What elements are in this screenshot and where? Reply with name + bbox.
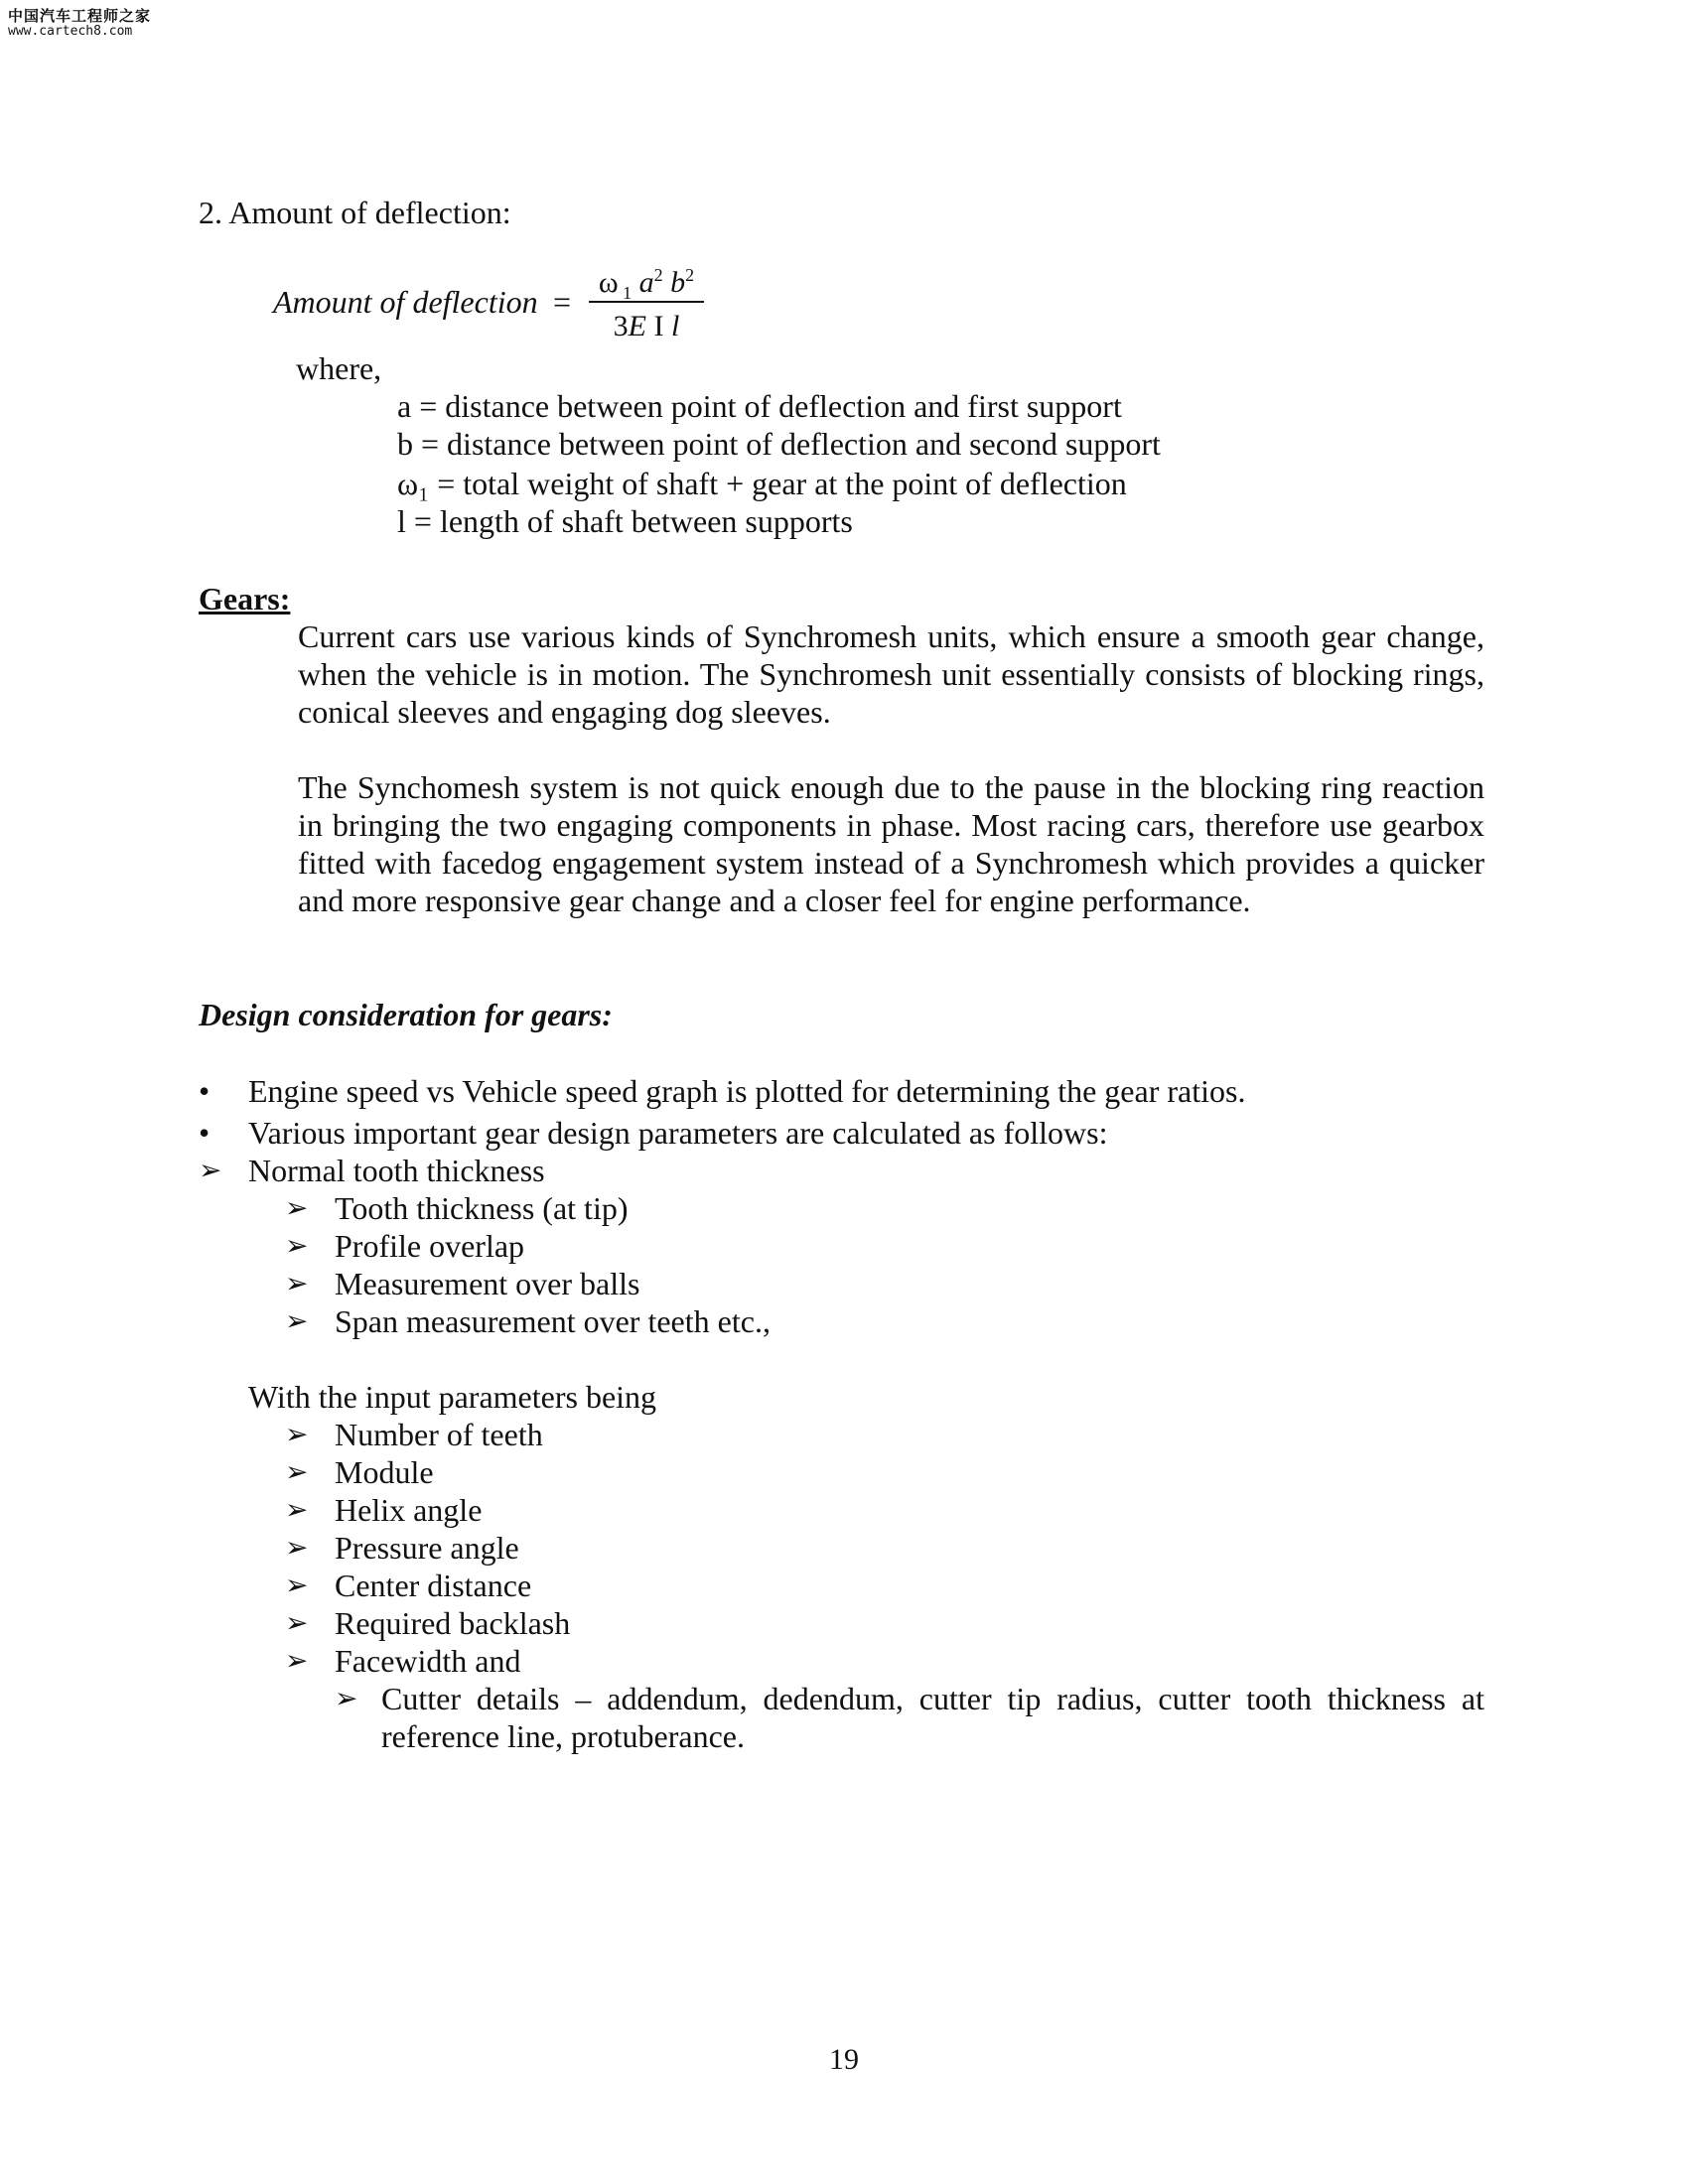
- bullet-text: Required backlash: [335, 1605, 571, 1641]
- arrow-bullet-icon: ➢: [285, 1531, 309, 1564]
- gears-paragraph-2: The Synchomesh system is not quick enough due to the pause in the blocking ring reaction in bringing the two engaging components in phase. Most racing cars, therefore use gearbox fitted with facedog engagement system instead of a Synchromesh which provides a quicker and more responsive gear change and a closer feel for engine performance.: [298, 769, 1484, 918]
- num-a-exp: 2: [653, 265, 663, 285]
- bullet-text: Various important gear design parameters are calculated as follows:: [248, 1115, 1108, 1151]
- arrow-bullet-icon: ➢: [285, 1493, 309, 1526]
- arrow-bullet-icon: ➢: [335, 1682, 358, 1714]
- design-heading: Design consideration for gears:: [199, 997, 613, 1032]
- bullet-text: Profile overlap: [335, 1228, 525, 1264]
- bullet-icon: •: [199, 1073, 211, 1109]
- watermark: [8, 8, 151, 40]
- bullet-text: Engine speed vs Vehicle speed graph is plotted for determining the gear ratios.: [248, 1073, 1246, 1109]
- num-a: a: [638, 266, 654, 299]
- formula-fraction: [589, 253, 704, 346]
- def-omega: ω₁ = total weight of shaft + gear at the point of deflection: [397, 466, 1127, 501]
- den-I: I: [653, 310, 664, 342]
- def-a: a = distance between point of deflection and first support: [397, 388, 1122, 424]
- arrow-bullet-icon: ➢: [285, 1304, 309, 1337]
- bullet-text: Number of teeth: [335, 1417, 543, 1452]
- gears-heading: Gears:: [199, 581, 291, 616]
- deflection-heading: 2. Amount of deflection:: [199, 195, 511, 230]
- num-omega-sub: 1: [623, 283, 633, 303]
- arrow-bullet-icon: ➢: [285, 1606, 309, 1639]
- arrow-bullet-icon: ➢: [285, 1569, 309, 1601]
- bullet-icon: •: [199, 1115, 211, 1151]
- list-item-cutter: [335, 1680, 1484, 1755]
- formula-numerator: [589, 253, 704, 303]
- bullet-text: Tooth thickness (at tip): [335, 1190, 629, 1226]
- num-b-exp: 2: [685, 265, 695, 285]
- input-intro: With the input parameters being: [248, 1379, 657, 1415]
- bullet-text: Normal tooth thickness: [248, 1153, 545, 1188]
- arrow-bullet-icon: ➢: [199, 1154, 222, 1186]
- def-b: b = distance between point of deflection and second support: [397, 426, 1161, 462]
- bullet-text: Helix angle: [335, 1492, 483, 1528]
- arrow-bullet-icon: ➢: [285, 1455, 309, 1488]
- where-label: where,: [296, 350, 382, 386]
- bullet-text: Measurement over balls: [335, 1266, 640, 1301]
- arrow-bullet-icon: ➢: [285, 1229, 309, 1262]
- fraction-bar: [589, 301, 704, 303]
- bullet-text: Module: [335, 1454, 434, 1490]
- watermark-chinese: 中国汽车工程师之家: [8, 7, 152, 25]
- bullet-text: Cutter details – addendum, dedendum, cutter tip radius, cutter tooth thickness at reference line, protuberance.: [381, 1681, 1484, 1754]
- page-number: 19: [829, 2043, 859, 2076]
- bullet-text: Pressure angle: [335, 1530, 519, 1566]
- bullet-text: Facewidth and: [335, 1643, 521, 1679]
- arrow-bullet-icon: ➢: [285, 1418, 309, 1450]
- bullet-text: Span measurement over teeth etc.,: [335, 1303, 771, 1339]
- den-E: E: [628, 310, 646, 342]
- def-l: l = length of shaft between supports: [397, 503, 853, 539]
- formula-denominator: [589, 307, 704, 346]
- num-b: b: [670, 266, 686, 299]
- gears-paragraph-1: Current cars use various kinds of Synchromesh units, which ensure a smooth gear change, when the vehicle is in motion. The Synchromesh unit essentially consists of blocking rings, conical sleeves and engaging dog sleeves.: [298, 618, 1484, 730]
- arrow-bullet-icon: ➢: [285, 1191, 309, 1224]
- arrow-bullet-icon: ➢: [285, 1267, 309, 1299]
- arrow-bullet-icon: ➢: [285, 1644, 309, 1677]
- bullet-text: Center distance: [335, 1568, 532, 1603]
- deflection-formula: [273, 253, 968, 352]
- num-omega: ω: [598, 266, 619, 299]
- formula-lhs: Amount of deflection: [273, 284, 538, 320]
- den-3: 3: [613, 310, 629, 342]
- formula-equals: =: [553, 284, 572, 320]
- den-l: l: [670, 310, 680, 342]
- watermark-url: www.cartech8.com: [8, 24, 133, 40]
